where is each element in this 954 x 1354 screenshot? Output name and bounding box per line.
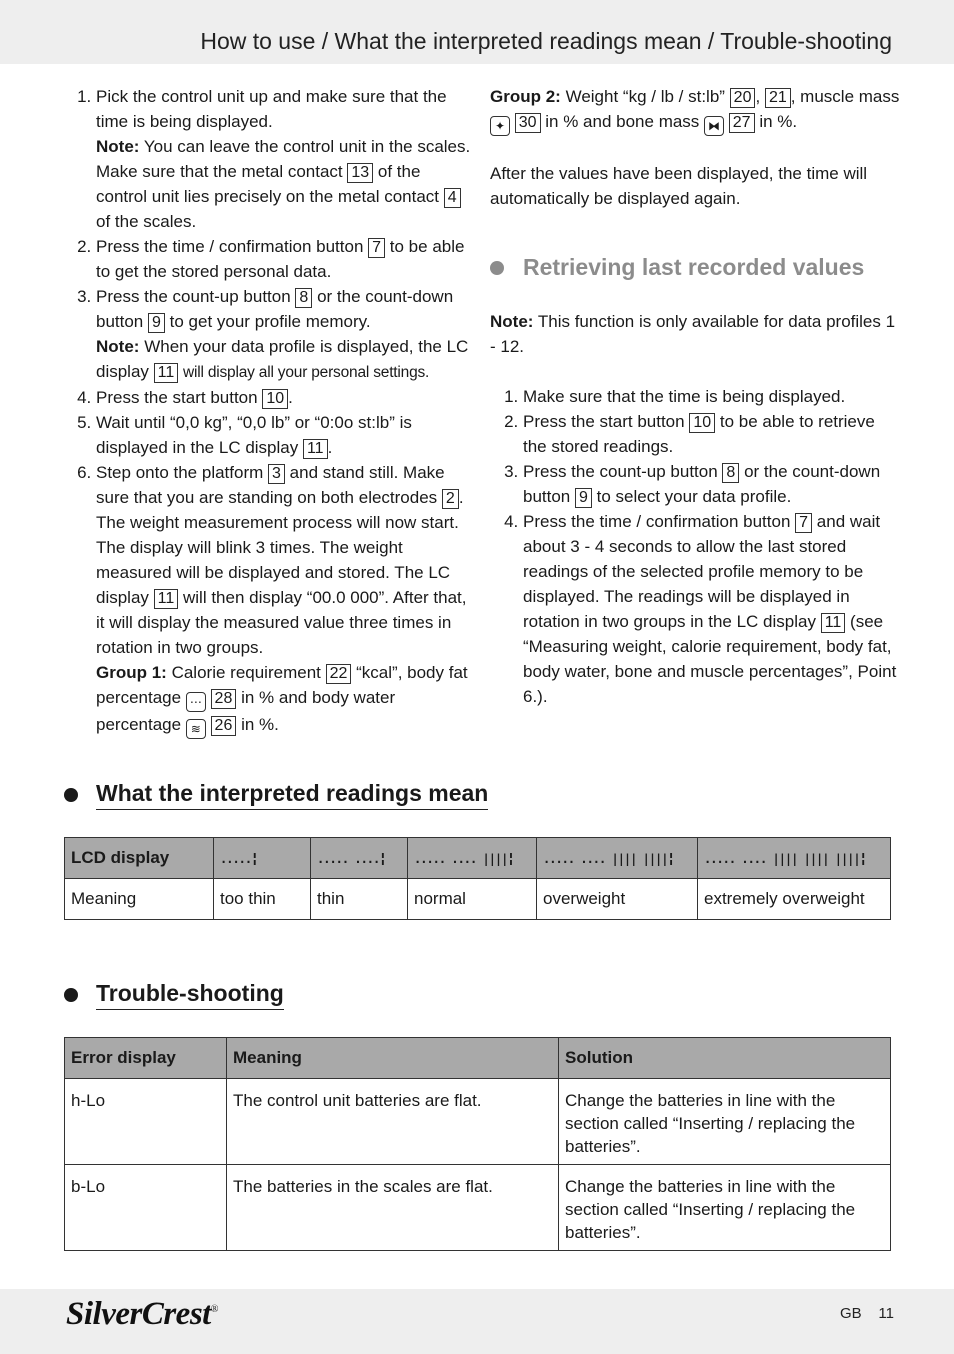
registered-icon: ®	[210, 1304, 218, 1315]
trouble-table	[64, 1037, 891, 1251]
ref-number: 7	[368, 238, 385, 258]
usage-steps	[72, 84, 472, 739]
retrieve-step-1: 1. Make sure that the time is being displayed.	[523, 384, 900, 409]
step-6	[96, 460, 472, 739]
trouble-heading	[64, 980, 284, 1010]
group-text: in %.	[241, 715, 279, 734]
ref-number: 8	[295, 288, 312, 308]
ref-number: 8	[722, 463, 739, 483]
step-text: to get your profile memory.	[169, 312, 371, 331]
bullet-icon	[490, 261, 504, 275]
step-text: Press the count-up button	[96, 287, 291, 306]
step-text: . The weight measurement process will now start. The display will blink 3 times. The weight measured will be displayed and stored. The LC display	[96, 488, 464, 607]
col-header: Meaning	[227, 1038, 559, 1079]
bullet-icon	[64, 988, 78, 1002]
error-meaning: The batteries in the scales are flat.	[227, 1165, 559, 1251]
ref-number: 21	[765, 88, 791, 108]
bone-mass-icon: ⧓	[704, 116, 724, 136]
group-text: Weight “kg / lb / st:lb”	[565, 87, 725, 106]
lcd-symbol-1: .....╏	[214, 838, 311, 879]
trouble-heading-text: Trouble-shooting	[96, 980, 284, 1010]
step-text: Press the time / confirmation button	[96, 237, 364, 256]
ref-number: 4	[444, 188, 461, 208]
step-text: to be able to retrieve the stored readings.	[523, 412, 875, 456]
step-text: Press the start button	[523, 412, 685, 431]
ref-number: 2	[442, 489, 459, 509]
table-header-row	[65, 1038, 891, 1079]
ref-number: 11	[154, 589, 179, 609]
retrieve-section	[490, 309, 900, 709]
retrieve-heading	[490, 254, 864, 281]
step-text: Press the start button	[96, 388, 258, 407]
group-text: in % and body water percentage	[96, 688, 396, 734]
note-text: of the control unit lies precisely on the metal contact	[96, 162, 440, 206]
note-text: will display all your personal settings.	[183, 364, 430, 381]
readings-heading-text: What the interpreted readings mean	[96, 780, 488, 810]
retrieve-heading-text: Retrieving last recorded values	[523, 254, 865, 280]
group-2-paragraph	[490, 84, 900, 136]
step-text: to be able to get the stored personal data.	[96, 237, 465, 281]
meaning-cell: normal	[408, 879, 537, 920]
step-text: or the count-down button	[523, 462, 881, 506]
body-fat-icon: ⋯	[186, 692, 206, 712]
error-solution: Change the batteries in line with the section called “Inserting / replacing the batteries”.	[559, 1079, 891, 1165]
lcd-symbol-3: ..... .... ||||╏	[408, 838, 537, 879]
right-column	[490, 84, 900, 211]
ref-number: 20	[730, 88, 756, 108]
retrieve-note	[490, 309, 900, 359]
note-text: When your data profile is displayed, the LC display	[96, 337, 469, 381]
retrieve-steps	[490, 384, 900, 709]
retrieve-step-3	[523, 459, 900, 509]
group-2-label: Group 2:	[490, 87, 561, 106]
step-text: .	[327, 438, 333, 457]
group-text: “kcal”, body fat percentage	[96, 663, 468, 707]
step-2	[96, 234, 472, 284]
lcd-label: LCD display	[65, 838, 214, 879]
ref-number: 11	[303, 439, 328, 459]
left-column	[72, 84, 472, 739]
readings-table	[64, 837, 891, 920]
group-text: , muscle mass	[790, 87, 900, 106]
step-text: and stand still. Make sure that you are standing on both electrodes	[96, 463, 445, 507]
bullet-icon	[64, 788, 78, 802]
group-text: in % and bone mass	[545, 112, 700, 131]
ref-number: 28	[211, 689, 237, 709]
ref-number: 10	[689, 413, 715, 433]
note-label: Note:	[96, 137, 140, 156]
table-row	[65, 1079, 891, 1165]
col-header: Solution	[559, 1038, 891, 1079]
ref-number: 3	[268, 464, 285, 484]
ref-number: 9	[148, 313, 165, 333]
ref-number: 22	[326, 664, 352, 684]
retrieve-step-4	[523, 509, 900, 709]
step-text: Press the time / confirmation button	[523, 512, 791, 531]
group-text: Calorie requirement	[171, 663, 321, 682]
step-text: Press the count-up button	[523, 462, 718, 481]
ref-number: 10	[262, 389, 288, 409]
step-1	[96, 84, 472, 234]
note-label: Note:	[490, 312, 534, 331]
step-text: or the count-down button	[96, 287, 454, 331]
lcd-symbol-2: ..... ....╏	[311, 838, 408, 879]
step-5	[96, 410, 472, 460]
step-text: Wait until “0,0 kg”, “0,0 lb” or “0:0o st:lb” is displayed in the LC display	[96, 413, 412, 457]
lcd-row	[65, 838, 891, 879]
ref-number: 26	[211, 716, 237, 736]
meaning-cell: extremely overweight	[698, 879, 891, 920]
error-code: h-Lo	[65, 1079, 227, 1165]
page-num-text: 11	[878, 1305, 894, 1322]
step-text: (see “Measuring weight, calorie requirement, body fat, body water, bone and muscle percentages”, Point 6.).	[523, 612, 897, 706]
retrieve-step-2	[523, 409, 900, 459]
readings-heading	[64, 780, 488, 810]
meaning-cell: overweight	[537, 879, 698, 920]
page-number	[840, 1305, 894, 1322]
group-text: ,	[755, 87, 761, 106]
meaning-cell: too thin	[214, 879, 311, 920]
ref-number: 9	[575, 488, 592, 508]
lcd-symbol-5: ..... .... |||| |||| ||||╏	[698, 838, 891, 879]
meaning-cell: thin	[311, 879, 408, 920]
body-water-icon: ≋	[186, 719, 206, 739]
step-text: and wait about 3 - 4 seconds to allow the last stored readings of the selected profile memory to be displayed. The readings will be displayed in rotation in two groups in the LC display	[523, 512, 881, 631]
ref-number: 27	[729, 113, 755, 133]
error-code: b-Lo	[65, 1165, 227, 1251]
language-code: GB	[840, 1305, 862, 1322]
brand-text: SilverCrest	[66, 1296, 211, 1332]
col-header: Error display	[65, 1038, 227, 1079]
group-1-label: Group 1:	[96, 663, 167, 682]
table-row	[65, 1165, 891, 1251]
ref-number: 7	[795, 513, 812, 533]
step-3	[96, 284, 472, 385]
meaning-row	[65, 879, 891, 920]
muscle-mass-icon: ✦	[490, 116, 510, 136]
ref-number: 11	[154, 363, 179, 383]
ref-number: 13	[347, 163, 373, 183]
error-solution: Change the batteries in line with the section called “Inserting / replacing the batteries”.	[559, 1165, 891, 1251]
step-text: Pick the control unit up and make sure that the time is being displayed.	[96, 87, 447, 131]
note-text: You can leave the control unit in the scales. Make sure that the metal contact	[96, 137, 471, 181]
lcd-symbol-4: ..... .... |||| ||||╏	[537, 838, 698, 879]
step-text: will then display “00.0 000”. After that, it will display the measured value three times in rotation in two groups.	[96, 588, 467, 657]
after-paragraph: After the values have been displayed, the time will automatically be displayed again.	[490, 164, 868, 208]
step-4	[96, 385, 472, 410]
error-meaning: The control unit batteries are flat.	[227, 1079, 559, 1165]
page-title: How to use / What the interpreted readings mean / Trouble-shooting	[200, 28, 892, 54]
step-text: Step onto the platform	[96, 463, 264, 482]
ref-number: 30	[515, 113, 541, 133]
brand-logo	[66, 1296, 218, 1333]
step-text: .	[288, 388, 293, 407]
note-text: This function is only available for data profiles 1 - 12.	[490, 312, 896, 356]
ref-number: 11	[821, 613, 846, 633]
group-text: in %.	[759, 112, 798, 131]
step-text: to select your data profile.	[596, 487, 792, 506]
note-text: of the scales.	[96, 212, 197, 231]
meaning-label: Meaning	[65, 879, 214, 920]
note-label: Note:	[96, 337, 140, 356]
